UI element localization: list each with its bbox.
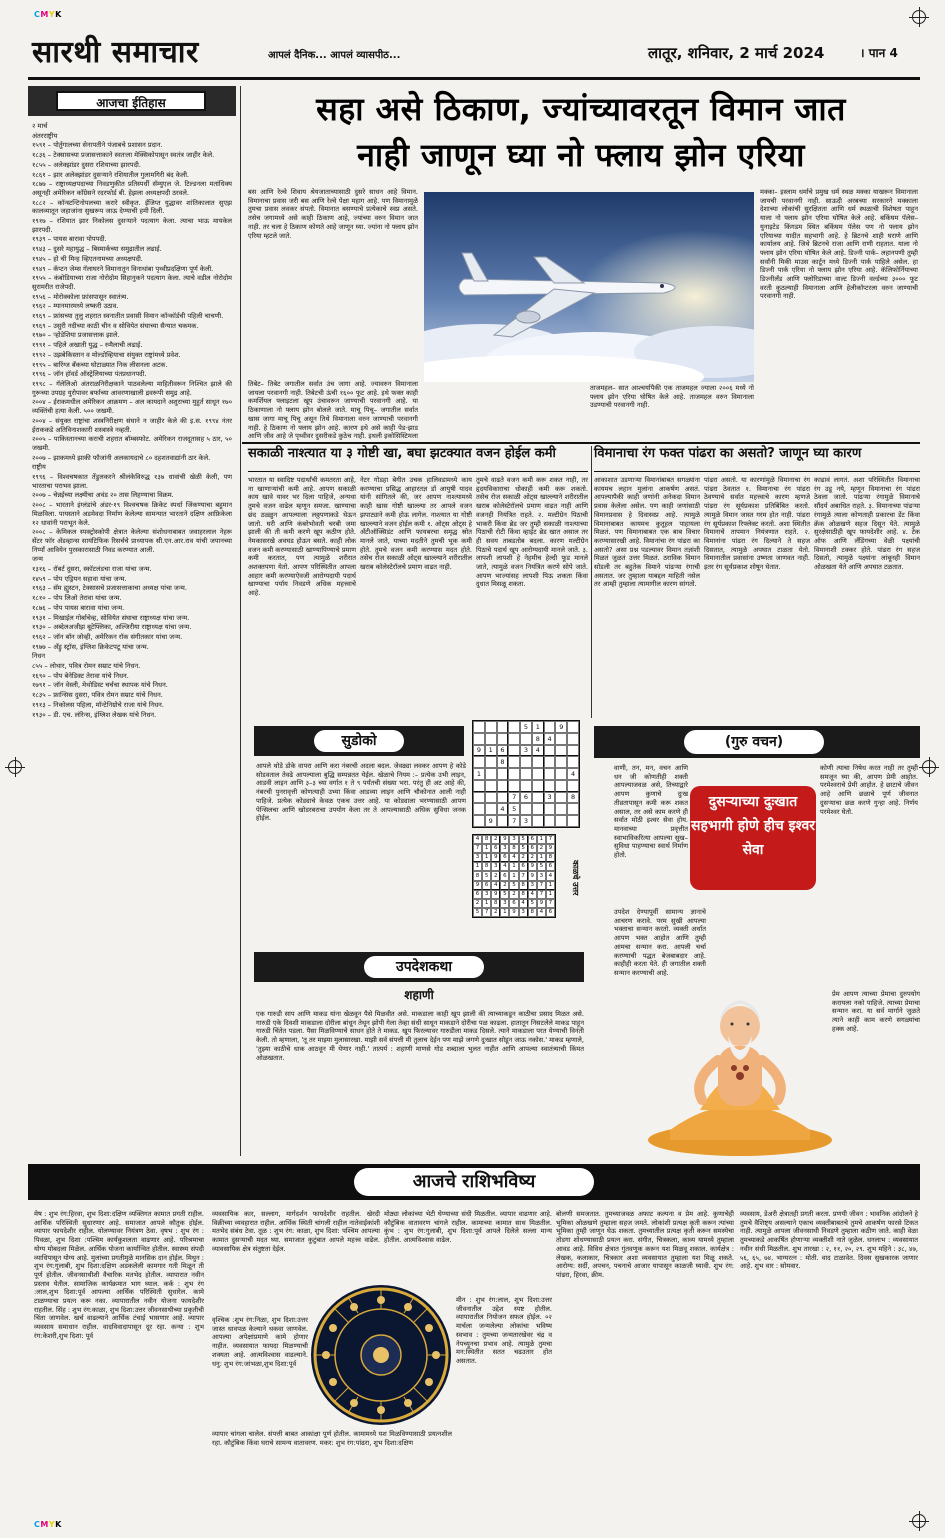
guru-quote-box: दुसऱ्याच्या दुःखात सहभागी होणे हीच इश्वर सेवा — [690, 786, 816, 890]
sudoku-cell: 6 — [546, 862, 555, 871]
sudoku-cell — [567, 745, 579, 757]
plane-color-headline: विमानाचा रंग फक्त पांढरा का असतो? जाणून घ्या कारण — [594, 446, 920, 472]
sudoku-cell: 4 — [537, 908, 546, 917]
rashi-col3: मोठ्या लोकांच्या भेटी घेण्याच्या संधी मिळतील. व्यापार वाढणार आहे. कौटुंबिक वातावरण चांगले राहील. कामाच्या कामात साथ मिळतील. कुंभ : शुभ रंग:गुलाबी, शुभ दिशा:पूर्व आपले दिलेले सल्ला मान्य होतील. आत्मविश्वास वाढेल. — [384, 1210, 552, 1245]
sudoku-cell: 4 — [532, 745, 544, 757]
sudoku-cell: 2 — [491, 835, 500, 844]
sudoku-cell — [497, 733, 509, 745]
sudoku-cell: 7 — [473, 844, 482, 853]
tagline: आपलं दैनिक... आपलं व्यासपीठ... — [268, 50, 401, 61]
sudoku-cell: 5 — [482, 871, 491, 880]
sudoku-grid — [472, 720, 580, 828]
rashi-heading-band — [28, 1164, 920, 1200]
sudoku-cell — [555, 733, 567, 745]
sudoku-cell: 3 — [491, 862, 500, 871]
sudoku-cell — [544, 780, 556, 792]
sudoku-cell — [555, 815, 567, 827]
sudoku-cell — [567, 780, 579, 792]
sudoku-cell — [497, 780, 509, 792]
sudoku-cell: 5 — [473, 908, 482, 917]
sudoku-cell — [485, 768, 497, 780]
history-entry: १९१३ – निकोलस पहिला, मॉन्टेनिग्रोचे राजा यांचे निधन. — [32, 700, 164, 709]
sudoku-cell — [555, 780, 567, 792]
sudoku-cell: 1 — [546, 890, 555, 899]
history-entry: १९९५ – बारिंग्ज बँकच्या घोटाळ्यात निक लीसनला अटक. — [32, 360, 168, 369]
sudoku-cell: 1 — [473, 862, 482, 871]
sudoku-cell — [508, 721, 520, 733]
history-entry: १९४९ – कॅप्टन जेम्स गॅलाघरने विमानातून विनाथांबा पृथ्वीप्रदक्षिणा पूर्ण केली. — [32, 264, 214, 273]
lead-story-col1: बस आणि रेल्वे शिवाय श्रेयजाताच्यासाठी दुसरे साधन आहे विमान. विमानाचा प्रवास जरी बस आणि रेल्वे पेक्षा महाग आहे. पण विमानामुळे तुमचा प्रवास लवकर संपतो. विमानात बसण्याचे प्रत्येकाचे स्वप्न असते. तसेच जगामध्ये असे काही ठिकाण आहे, ज्यांच्या वरुन विमान जात नाही. तर चला हे ठिकाण कोणते आहे जाणून घ्या. ज्यांना नो फ्लाय झोन एरिया म्हटले जाते. — [248, 188, 418, 240]
lead-story-col1b: तिबेट– तिबेट जगातील सर्वात उंच जागा आहे. ज्यावरुन विमानाला जायला परवानगी नाही. तिबेटची ऊंची १६०० फूट आहे. इथे फक्त काही कमर्शियल फ्लाइटला खूप उंचावरून जाण्याची परवानगी आहे. या ठिकाणाला नो फ्लाय झोन बोलले जाते. माचू पिचू– जगातील सर्वात खास जागा माचू पिचू असून तिथे विमानाला वरुन जाण्याची परवानगी नाही. हे ठिकाण नो फ्लाय झोन आहे. कारण इथे असे काही पेड-झाड आणि जीव आहे जे पृथ्वीवर दुसरीकडे कुठेच नाही. इथली इकोसिस्टिमला — [248, 380, 418, 440]
history-entry: १९६९ – फ्रांसच्या तुलु शहरात स्वनातीत प्रवासी विमान कॉन्कॉर्डची पहिली चाचणी. — [32, 312, 224, 321]
sudoku-cell: 6 — [519, 862, 528, 871]
registration-mark-top-right — [912, 10, 926, 24]
history-entry: १८५५ – अलेक्झांडर दुसरा रशियाच्या झारपदी. — [32, 160, 141, 169]
airplane-photo — [424, 192, 754, 382]
sudoku-cell: 9 — [537, 899, 546, 908]
guru-text2: कोणी त्याचा निषेध करत नाही तर तुम्ही समजून घ्या की, आपण प्रेमी आहोत. परमेश्वराचे प्रेमी आहोत. हे छाटाचे जीवन आहे आणि छळाचे पूर्ण जीवनात दुसऱ्याचा छळ करणे गुन्हा आहे. निर्णय परमेश्वर घेतो. — [820, 764, 918, 816]
sudoku-cell: 1 — [546, 881, 555, 890]
newspaper-name: सारथी समाचार — [32, 35, 199, 70]
masthead — [28, 30, 920, 80]
cmyk-mark-top: CMYK — [34, 10, 62, 19]
sudoku-cell: 3 — [482, 890, 491, 899]
sudoku-cell: 1 — [500, 908, 509, 917]
sudoku-cell: 4 — [567, 768, 579, 780]
history-entry: जन्म — [32, 555, 43, 564]
sudoku-cell — [544, 756, 556, 768]
sudoku-cell: 9 — [528, 862, 537, 871]
sudoku-cell — [532, 780, 544, 792]
history-entry: १८८२ – कॉन्स्टन्टिनोपलच्या करारे स्वीकृत. ईजिप्त युद्धावर शांतिकालात सुएझ कालव्यातून जहाजांना सुखरूप जाऊ देण्याची हमी दिली. — [32, 198, 232, 216]
sudoku-cell — [544, 745, 556, 757]
sudoku-cell: 6 — [528, 835, 537, 844]
sudoku-cell: 4 — [546, 871, 555, 880]
history-entry: १९९६ – जॉन हॉवर्ड ऑस्ट्रेलियाच्या पंतप्रधानपदी. — [32, 370, 147, 379]
sudoku-cell: 1 — [537, 853, 546, 862]
sudoku-cell: 8 — [482, 862, 491, 871]
guru-vachan-heading-band — [594, 726, 920, 758]
sudoku-cell: 2 — [537, 844, 546, 853]
column-rule — [240, 86, 241, 1156]
sudoku-cell: 9 — [528, 871, 537, 880]
history-entry: १९१७ – रशियात झार निकोलस दुसऱ्याने पदत्याग केला. त्याचा भाऊ मायकेल झारपदी. — [32, 217, 232, 234]
sudoku-cell: 9 — [473, 745, 485, 757]
sudoku-cell: 6 — [482, 881, 491, 890]
sudoku-cell — [532, 803, 544, 815]
sudoku-rules: आपले थोडे डोके वापरा आणि करा नंबरची अदला बदल. जेवढ्या लवकर आपण हे कोडे सोडवताल तेवढे आपल्याला बुद्धि सम्पन्नतत येईल. खेळाचे नियम :– प्रत्येक उभी लाइन, आडवी लाइन आणि ३–३ च्या वर्गात १ ते ९ पर्यंतची संख्या भरा. परंतु ही अट आहे की, नंबरची पुनरावृत्ती कोणत्याही उभ्या किंवा आडव्या लाइन आणि चौकोनात आली नाही पाहिजे. प्रत्येक कोड्याचे केवळ एकच उत्तर आहे. या कोड्याला भरण्यासाठी आपण पेन्सिलचा आणि खोडरबराचा उपयोग केला तर ते आपल्यासाठी अधिक सुविधा जनक होईल. — [256, 762, 466, 823]
history-entry: १७९१ – जॉन वेस्ली, मेथोडिस्ट चर्चचा स्थापक यांचे निधन. — [32, 681, 168, 690]
plane-color-col3: काढावं लागतं. अशा परिस्थितीत विमानाचा रंग उडू नये, म्हणून विमानाचा रंग पांढरा ठेवला जातो. पांढऱ्या रंगामुळे विमानाचे सौंदर्य अबाधित राहते. ३. विमानाच्या पांढऱ्या रंगामुळे त्याला कोणताही प्रकारचा डेंट किंवा क्रॅक ओळखणे सहज दिसून येते. त्यामुळे सुरक्षेसाठीही खूप फायदेशीर आहे. ४. टेक ऑफ आणि लँडिंगच्या वेळी पक्ष्यांची विमानाशी टक्कर होते. पांढरा रंग सहज दिसतो, त्यामुळे पक्ष्यांना लांबूनही विमान ओळखता येते आणि अपघात टळतात. — [814, 476, 920, 572]
history-heading-band — [28, 86, 236, 116]
sudoku-cell: 2 — [491, 871, 500, 880]
sudoku-cell: 3 — [520, 745, 532, 757]
history-entry: २००५ – पाकिस्तानच्या कराची शहरात बॉम्बस्फोट. अमेरिकन राजदूतासह ५ ठार, ५० जखमी. — [32, 435, 232, 452]
history-entry: १९९२ – उझबेकिस्तान व मोल्डोव्हियाचा संयुक्त राष्ट्रांमध्ये प्रवेश. — [32, 350, 181, 359]
sudoku-cell: 6 — [500, 853, 509, 862]
sudoku-cell — [485, 803, 497, 815]
sudoku-cell: 6 — [473, 890, 482, 899]
sudoku-cell: 1 — [482, 899, 491, 908]
sudoku-cell — [508, 768, 520, 780]
sudoku-cell: 8 — [546, 853, 555, 862]
sudoku-cell — [520, 803, 532, 815]
breakfast-headline: सकाळी नाश्त्यात या ३ गोष्टी खा, बघा झटक्यात वजन होईल कमी — [248, 446, 588, 472]
sudoku-cell: 1 — [509, 871, 518, 880]
sudoku-cell — [567, 721, 579, 733]
sudoku-cell — [544, 815, 556, 827]
sudoku-cell: 5 — [537, 862, 546, 871]
sudoku-cell — [520, 733, 532, 745]
history-list — [32, 122, 232, 1222]
history-entry: १८३५ – फ्रान्सिस दुसरा, पवित्र रोमन सम्राट यांचे निधन. — [32, 691, 163, 700]
sudoku-cell: 9 — [509, 908, 518, 917]
sudoku-cell: 3 — [500, 844, 509, 853]
sudoku-cell: 4 — [544, 733, 556, 745]
rashi-col2: व्यवसायिक कार, सल्लाग, मार्गदर्शन फायदेशीर राहतील. खेरदी विक्रीच्या व्यवहारात राहील. आर्थिक स्थिती चांगली राहील नातेवाईकांशी मतभेद संबंध टेवा. तूळ : शुभ रंग: काळा, शुभ दिशा: पश्चिम आपल्या कामात दुसऱ्याची मदत घ्या. समाजात कुटुंबात आपले महत्त्व वाढेल. व्यावसायिक क्षेत्र संतुष्टता देईल. — [212, 1210, 380, 1253]
sudoku-cell: 1 — [482, 853, 491, 862]
sudoku-cell: 5 — [500, 890, 509, 899]
history-entry: २००४ – संयुक्त राष्ट्रांचा शस्त्रनिरीक्षण संघाने न जाहीर केले की इ.स. १९९४ नंतर ईराककडे अतिविनाशकारी शस्त्रास्त्रे नव्हती. — [32, 416, 232, 434]
history-entry: १९३० – डी. एच. लॉरेन्स, इंग्लिश लेखक यांचे निधन. — [32, 710, 157, 719]
page-number: । पान 4 — [860, 46, 898, 60]
history-entry: १९६३ – सॅम ह्युस्टन, टेक्सासचे प्रजासत्ताकाचा अध्यक्ष यांचा जन्म. — [32, 584, 187, 593]
sudoku-cell — [473, 733, 485, 745]
lead-headline — [242, 86, 920, 186]
sudoku-cell: 5 — [528, 899, 537, 908]
breakfast-col2: नेटर गोडहा बेगीत उचक हालिवडामध्ये काय करण्याचा प्रसिद्ध आहारतज्ञ डॉ आयुषी यादव यांनी सांगितले की, जर आपण नाश्त्यामध्ये काही खास गोष्टी खाल्ल्या तर आपले वजन झपाट्याने कमी होऊ लागेल. नाश्त्यात या गोष्टी खाल्ल्याने वजन होईल कमी १. ओट्स ओट्स हे अँटीऑक्सिडंट आणि फायबरचा समृद्ध स्रोत मानले जाते, याच्या मदतीने तुमची भूक कमी होते. तुमचे वजन कमी करण्यास मदत होते. तसेच रोज सकाळी ओट्स खाल्ल्याने शरीरातील खराब कोलेस्टेरॉलचे प्रमाण वाढत नाही. — [360, 476, 472, 572]
history-entry: १९९१ – पहिले अखाती युद्ध – रुमैलाची लढाई. — [32, 341, 143, 350]
sudoku-cell: 7 — [482, 908, 491, 917]
sudoku-cell — [532, 768, 544, 780]
history-entry: २००७ – झाकमध्ये झाकी फौजांनी अलकायदाचे ८० दहशतवाद्यांनी ठार केले. — [32, 453, 211, 462]
sudoku-cell: 4 — [473, 835, 482, 844]
history-entry: १९६२ – म्यानमारमध्ये लष्करी उठाव. — [32, 302, 119, 311]
sudoku-cell — [555, 756, 567, 768]
sudoku-cell — [497, 768, 509, 780]
sudoku-cell: 6 — [497, 745, 509, 757]
sudoku-cell — [532, 756, 544, 768]
sudoku-cell — [473, 815, 485, 827]
registration-mark-bottom-right — [912, 1514, 926, 1528]
sudoku-cell: 6 — [500, 871, 509, 880]
sudoku-cell: 6 — [528, 844, 537, 853]
history-entry: १८६१ – झार अलेक्झांडर दुसऱ्याने रशियातील गुलामगिरी बंद केली. — [32, 170, 190, 179]
updeshkatha-heading: उपदेशकथा — [364, 956, 484, 978]
sudoku-cell: 2 — [519, 853, 528, 862]
lead-story-tajmahal: ताजमहल– सात आश्चर्यापैकी एक ताजमहल ज्याला २००६ मध्ये नो फ्लाय झोन एरिया घोषित केले आहे. ताजमहल वरुन विमानाला उडण्याची परवानगी नाही. — [590, 384, 754, 410]
updeshkatha-text: एक गारुडी साप आणि माकड यांना खेळवून पैसे मिळवीत असे. माकडाला काही खूप झाली की त्याच्याकडून काठीचा प्रसाद मिळत असे. गारुडी एके दिवशी माकडाला दोरीला बांधून तेथून झोपी गेला तेव्हा संधी साधून माकडाने दोरीचा पळ काढला. हातातून निसटलेले माकड पाहून गारुडी चिंतेत पडला. पैसा मिळविण्याचे साधन होते ते माकड. खूप फिरल्यावर गारुडीला माकड दिसले. त्याने माकडाला परत येण्याची विनंती केली. तो म्हणाला, 'तू तर माझ्या मुलासारखा. माझी सर्व संपत्ती मी तुलाच देईन पण माझे जगणे दुःखात सोडून जाऊ नकोस.' माकड म्हणाले, 'तुझ्या काठीचे धाक आठवून मी येणार नाही.' तात्पर्य : शहाणी माणसे गोड शब्दाला भुलत नाहीत आणि आपल्या स्वातंत्र्याची किंमत ओळखतात. — [256, 1010, 584, 1062]
guru-vachan-heading: (गुरु वचन) — [684, 730, 824, 754]
history-entry: १९७७ – अँड्रु स्ट्रॉस, इंग्लिश क्रिकेटपटू यांचा जन्म. — [32, 642, 149, 651]
sudoku-cell: 3 — [473, 853, 482, 862]
sudoku-cell — [485, 733, 497, 745]
sudoku-cell — [485, 780, 497, 792]
history-entry: १५९१ – पोर्तुगालच्या सेनापतीने पंजाबचे प्रशासन प्रदान. — [32, 141, 163, 150]
sudoku-cell — [473, 756, 485, 768]
history-entry: राष्ट्रीय — [32, 463, 46, 472]
sudoku-cell — [497, 792, 509, 804]
sudoku-cell: 5 — [519, 844, 528, 853]
history-entry: १८७६ – पोप पायस बारावा यांचा जन्म. — [32, 603, 125, 612]
sudoku-cell: 2 — [500, 881, 509, 890]
history-entry: १९३९ – पायस बारावा पोपपदी. — [32, 235, 107, 244]
sudoku-cell: 8 — [497, 756, 509, 768]
sudoku-cell: 2 — [473, 899, 482, 908]
sudoku-cell: 1 — [537, 835, 546, 844]
sudoku-cell: 8 — [567, 792, 579, 804]
sudoku-cell: 9 — [491, 853, 500, 862]
column-rule — [591, 446, 592, 718]
sudoku-cell: 5 — [520, 721, 532, 733]
cmyk-mark-bottom: CMYK — [34, 1520, 62, 1529]
sudoku-cell: 4 — [500, 862, 509, 871]
sudoku-cell: 8 — [532, 733, 544, 745]
rashi-col2b: वृश्चिक :शुभ रंग:निळा, शुभ दिशा:उत्तर जास्त धावपळ केल्याने थकवा जाणवेल. आपल्या अपेक्षांप्रमाणे कामे होणार नाहीत. व्यवसायात फायदा मिळण्याची शक्यता आहे. आत्मविश्वास वाढल्याने. धनु: शुभ रंग:जांभळा,शुभ दिशा:पूर्व — [212, 1316, 308, 1368]
sudoku-cell: 1 — [509, 862, 518, 871]
breakfast-col3: तुमचे वाढते वजन कमी करू शकत नाही, तर हृदयविकाराचा धोकाही कमी करू शकतो. तसेच रोज सकाळी ओट्स खाल्ल्याने शरीरातील खराब कोलेस्टेरॉलचे प्रमाण वाढत नाही आणि वजनही नियंत्रित राहते. २. मल्टीग्रेन पिठाची भाकरी किंवा ब्रेड जर तुम्ही सकाळी नाश्त्याच्या पिठाची रोटी किंवा व्हाईट ब्रेड खात असाल तर ही सवय ताबडतोब बदला. कारण मल्टीग्रेन पिठाचे पदार्थ खूप आरोग्यदायी मानले जाते. ३. लापशी लापशी हे नेहमीच हेल्दी फूड मानले जाते, त्यामुळे वजन नियंत्रित करणे सोपे जाते. आपण भाज्यांसह लापशी पिऊ शकता किंवा दुधात मिसळू शकता. — [476, 476, 588, 589]
sudoku-cell — [555, 768, 567, 780]
section-rule — [242, 442, 920, 444]
lead-headline-line2: नाही जाणून घ्या नो फ्लाय झोन एरिया — [357, 136, 805, 174]
rashi-col4: बोलणी समजतात. तुमच्याजवळ अफाट कल्पना व प्रेम आहे. कुणाचेही भूमिका ओळखणे तुम्हाला सहज जमते. लोकांशी प्रत्यक्ष कृती करून त्यांच्या भूमिका तुम्ही जाणून घेऊ शकता. तुमच्यातील प्रत्यक्ष कृती करून समस्येचा तोडगा शोधण्यासाठी प्रयत्न करा. संगीत, चित्रकला, काव्य यामध्ये तुम्हाला आवड आहे. विविध क्षेत्रात गुंतवणूक करून यश मिळवू शकाल. कार्यक्षेत्र : लेखक, कलाकार, चित्रकार अशा व्यवसायात तुम्हाला यश मिळू शकते. आरोग्य: सर्दी, अपचन, पचनाचे आजार यापासून काळजी घ्यावी. शुभ रंग: पांढरा, हिरवा, क्रीम. — [556, 1210, 734, 1279]
sudoku-cell: 1 — [473, 768, 485, 780]
lead-headline-line1: सहा असे ठिकाण, ज्यांच्यावरतून विमान जात — [316, 90, 846, 128]
history-entry: १९४५ – हो ची मिन्ह व्हिएतनामच्या अध्यक्षपदी. — [32, 254, 143, 263]
history-entry: १३१६ – रॉबर्ट दुसरा, स्कॉटलंडचा राजा यांचा जन्म. — [32, 565, 152, 574]
sudoku-cell: 1 — [532, 721, 544, 733]
sudoku-cell: 4 — [491, 881, 500, 890]
history-entry: १६९० – पोप बेनेडिक्ट तेरावा यांचे निधन. — [32, 671, 129, 680]
history-entry: १९३० – अब्देलअजीझ बूटेफ्लिका, अल्जिरीया राष्ट्राध्यक्ष यांचा जन्म. — [32, 623, 192, 632]
sudoku-cell: 3 — [528, 881, 537, 890]
registration-mark-left — [8, 760, 22, 774]
sudoku-cell: 9 — [500, 835, 509, 844]
history-entry: १९३१ – मिखाईल गोर्बाचेव्ह, सोवियेत संघाचा राष्ट्राध्यक्ष यांचा जन्म. — [32, 613, 190, 622]
sudoku-cell: 1 — [482, 844, 491, 853]
sudoku-cell: 8 — [491, 899, 500, 908]
sudoku-cell: 3 — [509, 835, 518, 844]
history-entry: १९९८ – गॅलेलिओ अंतराळनिरीक्षकाने पाठवलेल्या माहितीवरून निश्चित झाले की गुरूच्या उपग्रह युरोपावर बर्फाच्या आवरणाखाली द्रवरूपी समुद्र आहे. — [32, 379, 232, 397]
sudoku-cell: 9 — [485, 815, 497, 827]
plane-color-col1: आकाशात उडणाऱ्या विमानांबाबत सगळ्यांना कायमच लहान मुलांना आकर्षण असतं. आपल्यापैकी काही जणांनी अनेकदा विमान प्रवास केलेला असेल. पण काही जणांसाठी विमानप्रवास हे दिवास्वप्न आहे. त्यामुळे विमानाबाबत कायमच कुतूहल पाहायला मिळतं. पण विमानाबाबत एक बाब विचार करण्यासारखी आहे. विमानांचा रंग पांढरा का असतो? असा प्रश्न पडल्यावर विमान तज्ञांशी मिळतं जुळतं उत्तर मिळतं. ठराविक विमान सोडली तर बहुतेक विमाने पांढऱ्या रंगाची असतात. जर तुम्हाला याबद्दल माहिती नसेल तर आम्ही तुम्हाला त्यामागील कारण सांगतो. — [594, 476, 700, 589]
history-entry: ८५५ – लोथार, पवित्र रोमन सम्राट यांचे निधन. — [32, 662, 141, 671]
sudoku-cell — [520, 756, 532, 768]
history-entry: १४५९ – पोप एड्रियन सहावा यांचा जन्म. — [32, 574, 127, 583]
history-entry: २००८ – भारताने इंग्लंडांचे अंडर-१९ विश्वचषक क्रिकेट स्पर्धा जिंकण्याचा बहुमान मिळविला. पायस्ताने अडमेवदा निर्माण केलेल्या सामन्यात भारताने दक्षिण आफ्रिकेला १२ धावांनी पराभूत केले. — [32, 501, 232, 527]
sudoku-cell: 6 — [520, 792, 532, 804]
sudoku-cell: 2 — [528, 853, 537, 862]
rashi-heading: आजचे राशिभविष्य — [354, 1168, 594, 1196]
sudoku-cell — [497, 815, 509, 827]
sudoku-cell — [473, 780, 485, 792]
rashi-col3b: मीन : शुभ रंग:लाल, शुभ दिशा:उत्तर जीवनातील उद्देश स्पष्ट होतील. व्यापारातील नियोजन सफल होईल. ०२ मार्चला जन्मलेल्या लोकांचा भविष्य स्वभाव : तुमच्या जन्मतारखेवर चंद्र व नेपच्युनचा प्रभाव आहे. त्यामुळे तुमचा मन:स्थितीत सतत चढउतार होत असतात. — [456, 1296, 552, 1365]
history-entry: १९५५ – कंबोडियाच्या राजा नोरोदोम सिहानुकने पदत्याग केला. त्याचे वडील नोरोदोम सुरामरीत राजेपदी. — [32, 274, 232, 291]
sudoku-cell — [485, 756, 497, 768]
history-heading: आजचा ईतिहास — [56, 91, 206, 111]
registration-mark-right — [922, 760, 936, 774]
history-entry: १९४३ – दुसरे महायुद्ध – बिस्मार्कच्या समुद्रातील लढाई. — [32, 245, 162, 254]
sudoku-cell: 4 — [519, 899, 528, 908]
dateline: लातूर, शनिवार, 2 मार्च 2024 — [648, 44, 825, 62]
sudoku-cell: 3 — [520, 815, 532, 827]
sudoku-cell: 9 — [546, 844, 555, 853]
sudoku-cell: 2 — [509, 890, 518, 899]
meditating-sage-illustration — [640, 960, 840, 1160]
sudoku-answer-label: काळचे उत्तर — [571, 860, 580, 896]
sudoku-cell: 8 — [509, 844, 518, 853]
history-entry: २००४ – ईराकमधील अमेरिकन आक्रमण – अल कायदाने अशुराच्या मुहुर्त साधून १७० व्यक्तिंची हत्या केली. ५०० जखमी. — [32, 398, 232, 416]
sudoku-cell — [485, 721, 497, 733]
sudoku-cell: 4 — [509, 853, 518, 862]
sudoku-cell: 7 — [508, 792, 520, 804]
sudoku-cell: 6 — [546, 908, 555, 917]
sudoku-cell: 2 — [491, 908, 500, 917]
sudoku-cell: 3 — [537, 871, 546, 880]
history-entry: २००७ – चेन्नईच्या लक्ष्मीचा अवंड २० तास लिहण्याचा विक्रम. — [32, 491, 174, 500]
sudoku-cell — [544, 721, 556, 733]
sudoku-cell — [567, 815, 579, 827]
guru-text3: उपदेश देण्यापूर्वी सामान्य ज्ञानाचे आचरण करावे. परम सुखी आपल्या भक्ताचा सन्मान करतो. व्यक्ती अर्थात आपण भक्त आहोत आणि तुम्ही आमचा सन्मान करा. आपली चर्चा करण्याची पद्धत बेजबाबदार आहे. काहीही करता येते. ही जगातील शक्ती सन्मान करण्याची आहे. — [614, 908, 706, 977]
sudoku-cell — [544, 768, 556, 780]
sudoku-cell — [520, 780, 532, 792]
sudoku-cell — [532, 792, 544, 804]
updeshkatha-title: शहाणी — [404, 988, 434, 1002]
sudoku-cell — [544, 803, 556, 815]
sudoku-heading-band — [254, 726, 464, 756]
sudoku-cell: 5 — [508, 803, 520, 815]
sudoku-heading: सुडोको — [314, 730, 404, 752]
history-entry: १९९६ – विश्वचषकात तेंडुलकरने श्रीलंकेविरुद्ध १३७ धावांची खेळी केली, पण भारताचा पराभव झाला. — [32, 473, 232, 490]
sudoku-cell — [520, 768, 532, 780]
sudoku-cell: 7 — [546, 899, 555, 908]
sudoku-cell: 8 — [519, 890, 528, 899]
sudoku-cell — [555, 803, 567, 815]
sudoku-cell: 4 — [528, 890, 537, 899]
history-entry: १९७० – ऱ्होडेशिया प्रजासत्ताक झाले. — [32, 331, 120, 340]
sudoku-cell: 1 — [485, 745, 497, 757]
sudoku-cell — [567, 803, 579, 815]
sudoku-cell: 7 — [537, 890, 546, 899]
history-entry: १८७७ – राष्ट्राध्यक्षपदाच्या निवडणुकीत प्रतिस्पर्धी सॅम्युएल जे. टिल्डनला मतांधिक्य असूनही अमेरिकन काँग्रेसने रदरफोर्ड बी. हेझला अध्यक्षपदी ठरवले. — [32, 180, 232, 197]
sudoku-cell — [508, 756, 520, 768]
sudoku-cell: 6 — [491, 844, 500, 853]
history-entry: १८३६ – टेक्सासच्या प्रजासत्ताकाने स्वतःला मेक्सिकोपासून स्वतंत्र जाहीर केले. — [32, 151, 215, 160]
sudoku-cell — [555, 745, 567, 757]
sudoku-cell: 3 — [500, 899, 509, 908]
rashi-col2c: व्यापार चांगला चालेल. संपत्ती बाबत आकांक्षा पूर्ण होतील. कामामध्ये यश मिळविण्यासाठी प्रयत्नशील रहा. कौटुंबिक किंवा घराचे सामन्य वातावरण. मकर: शुभ रंग:पांढरा, शुभ दिशा:दक्षिण — [212, 1430, 452, 1447]
sudoku-cell: 7 — [508, 815, 520, 827]
sudoku-cell: 8 — [473, 871, 482, 880]
plane-color-col2: पांढरा असतो. या कारणांमुळे विमानाचा रंग पांढरा ठेवतात १. विमानाचा रंग पांढरा ठेवण्याचे सर्वात महत्त्वाचे कारण म्हणजे पांढरा रंग सूर्यप्रकाश प्रतिबिंबित करतो. त्यामुळे विमान जास्त गरम होत नाही. पांढरा रंग सूर्यप्रकाश रिफ्लेक्ट करतो. अशा स्थितीत विमानाचे तापमान नियंत्रणात राहते. २. विमानांना पांढरा रंग दिल्याने ते सहज दिसतात, त्यामुळे अपघात टाळता येतो. विमानातील प्रवासांना उष्णता जाणवत नाही. इतर रंग सूर्यप्रकाश शोषून घेतात. — [704, 476, 810, 572]
rashi-col5: व्यवसाय, डेअरी क्षेत्रातही प्रगती करता. प्रणयी जीवन : भावनिक आंदोलने हे तुमचे वैशिष्ट्य असल्याने एकाच व्यक्तीबाबतचे तुमचे आकर्षण फारसे टिकत नाही. त्यामुळे आपला जीवनसाथी निवडणे तुम्हाला कठीण जाते. काही वेळा तुमच्याकडे आकर्षित होणाऱ्या व्यक्तीशी नाते जुळेल. धनलाभ : व्यवसायात नवीन संधी मिळतील. शुभ तारखा : २, ११, २०, २९. शुभ महिने : ३८, ४७, ५६, ६५, ७४. भाग्यरत्न : मोती. वाद टाळावेत. दिवस सुखकारक जाणार आहे. शुभ वार : सोमवार. — [740, 1210, 918, 1271]
history-entry: १९६९ – उसुरी नदीच्या काठी चीन व सोवियेत संघाच्या सैन्यात चकमक. — [32, 321, 199, 330]
lead-story-col4: मक्का– इस्लाम धर्माचे प्रमुख धर्म स्थळ मक्का याखरून विमानाला जायची परवानगी नाही. साऊदी अरबच्या सरकारने मक्काला देशाच्या लोकांची सुरक्षितता आणि धर्म स्थळाची विशेषता पाहून याला नो फ्लाय झोन एरिया घोषित केले आहे. बकिंघम पॅलेस– युनाइटेड किंगडम स्थित बकिंघम पॅलेस पण नो फ्लाय झोन एरियाच्या यादीत सहभागी आहे. हे ब्रिटनचे शाही घराणे आणि कार्यालय आहे. जिथे ब्रिटनचे राजा आणि राणी राहतात. याला नो फ्लाय झोन एरिया घोषित केले आहे. डिज्नी पार्क– लहानपणी तुम्ही सर्वांनी मिकी माउस कार्टून मध्ये डिज्नी पार्क पाहिले असेल. हा डिज्नी पार्क एरिया नो फ्लाय झोन एरिया आहे. कॅलिफोर्नियाच्या डिज्नीलँड आणि फ्लोरिडाच्या वाल्ट डिज्नी वर्ल्डच्या ३००० फूट वरती कुठल्याही विमानाला आणि हेलीकॉप्टरला वरुन जाण्याची परवानगी नाही. — [760, 188, 918, 301]
sudoku-cell: 3 — [519, 908, 528, 917]
sudoku-cell — [555, 792, 567, 804]
zodiac-wheel-icon — [308, 1282, 454, 1428]
sudoku-answer-grid — [472, 834, 556, 918]
history-entry: २ मार्च — [32, 122, 48, 130]
sudoku-cell — [485, 792, 497, 804]
sudoku-cell — [532, 815, 544, 827]
history-entry: १८१० – पोप लिओ तेरावा यांचा जन्म. — [32, 594, 122, 603]
sudoku-cell: 4 — [497, 803, 509, 815]
sudoku-cell — [473, 803, 485, 815]
sudoku-cell: 7 — [519, 871, 528, 880]
sudoku-cell: 5 — [519, 835, 528, 844]
sudoku-cell: 9 — [473, 881, 482, 890]
sudoku-cell: 5 — [509, 881, 518, 890]
sudoku-cell — [508, 733, 520, 745]
sudoku-cell: 6 — [509, 899, 518, 908]
history-entry: अंतरराष्ट्रीय — [32, 131, 58, 140]
history-entry: निधन — [32, 652, 46, 661]
sudoku-cell — [508, 745, 520, 757]
guru-text1: वाणी, तन, मन, वचन आणि धन जी कोणतीही शक्ती आपल्याजवळ असे, तिच्याद्वारे आपण कुणाचे दुःख तीव्रतापासून कमी करू शकत असाल, तर असे काम करणे ही सर्वात मोठी इश्वर सेवा होय. मानवाच्या प्रवृत्तीत स्वाभाविकरित्या आपल्या सुख–सुविधा पाहण्याचा स्वार्थ निर्माण होतो. — [614, 764, 688, 860]
sudoku-cell: 7 — [546, 835, 555, 844]
rashi-col1: मेष : शुभ रंग:हिरवा, शुभ दिशा:दक्षिण व्यक्तिगत कामात प्रगती राहील. आर्थिक परिस्थिती सुधारणार आहे. समाजात आपले कौतुक होईल. व्यापार फायदेशीर राहील. योलण्यावर नियंत्रण ठेवा. वृषभ : शुभ रंग : पिवळा, शुभ दिशा :पश्चिम कार्यकुशलता वाढणार आहे. परिश्रमाचा योग्य मोबदला मिळेल. आर्थिक योजना कार्यान्वित होतील. स्वास्थ्य संपदी व्याधिपासून योग्य आहे. मुलांच्या प्रगतीमुळे मानसिक दान होईल. मिथुन : शुभ रंग:गुलाबी, शुभ दिशा:दक्षिण अडकलेली कामगार गती मिळून ती पूर्ण होतील. जीवनसाथीशी वैचारिक मतभेद होतील. व्यापारात नवीन प्रस्ताव येतील. सामाजिक कार्यक्रमात भाग घ्याल. कर्क : शुभ रंग :लाल,शुभ दिशा:पूर्व आपल्या आर्थिक परिस्थिती सुधारेल. कामे टाळण्याचा प्रयत्न करू नका. व्यापारातील नवीन योजना फायदेशीर राहतील. सिंह : शुभ रंग:काळा, शुभ दिशा:उत्तर जीवनसाथीच्या प्रकृतीची चिंता जाणवेल. खर्च वाढल्याने आर्थिक टंचाई भासणार आहे. व्यापार व्यवसाय समाधान राहील. वादविवादापासून दूर रहा. कन्या : शुभ रंग:केशरी,शुभ दिशा: पूर्व — [34, 1210, 204, 1340]
sudoku-cell: 3 — [544, 792, 556, 804]
sudoku-cell — [567, 756, 579, 768]
sudoku-cell — [497, 721, 509, 733]
sudoku-cell: 8 — [528, 908, 537, 917]
sudoku-cell: 8 — [482, 835, 491, 844]
guru-text4: प्रेम आपण त्याच्या प्रेमाचा दुरुपयोग करायला नको पाहिजे. त्याच्या प्रेमाचा सन्मान करा. या सर्व मार्गाने जुळते त्याने काही काम करणे सगळ्यांचा हक्क आहे. — [832, 990, 920, 1033]
sudoku-cell: 9 — [491, 890, 500, 899]
sudoku-cell — [473, 792, 485, 804]
breakfast-col1: भारतात या स्वादिष्ट पदार्थांची कमतरता आहे, ना खाणाऱ्यांची कमी आहे. आपण सकाळी काय खावे यावर भर दिला पाहिजे, अन्यथा तुमचे वजन वाढेल म्हणून समजा. खाण्याचा छंद ठळ्ळुन आपल्याला लठ्ठपणाकडे घेऊन जातो. घरी आणि कंबरेभोवती चरबी जमा झाली की ती कमी करणे खूप कठीण होते. नेमकासरखे अवघड होऊन बसते. काही लोक वजन कमी करण्यासाठी खाण्यापिण्याचे प्रमाण कमी करतात, पण त्यामुळे शरीरात अशक्तपणा येतो. आपण परिस्थितीत आपला आहार कमी करण्याऐवजी आरोग्यदायी पदार्थ खाण्याचा पर्याय निवडणे अधिक महत्त्वाचे आहे. — [248, 476, 356, 598]
history-entry: २००८ – केमिकल स्पक्ट्रोस्कोपी क्षेत्रात केलेल्या संशोधनाबाबत जवाहरलाल नेहरू सेंटर फॉर ॲडव्हान्स सायंटिफिक रिसर्चचे प्राध्यापक सी.एन.आर.राव यांची जपानच्या निप्पॉं आवियेन पुरस्कारासाठी निवड करण्यात आली. — [32, 528, 232, 554]
history-entry: १९५६ – मोरोक्कोला फ्रांसपासून स्वातंत्र्य. — [32, 292, 129, 301]
sudoku-cell — [567, 733, 579, 745]
updeshkatha-heading-band — [254, 952, 584, 982]
sudoku-cell — [508, 780, 520, 792]
sudoku-cell — [473, 721, 485, 733]
history-entry: १९६२ – जॉन बॉन जोव्ही, अमेरिकन रॉक संगीतकार यांचा जन्म. — [32, 632, 183, 641]
sudoku-cell: 9 — [555, 721, 567, 733]
sudoku-cell: 8 — [519, 881, 528, 890]
sudoku-cell: 7 — [537, 881, 546, 890]
